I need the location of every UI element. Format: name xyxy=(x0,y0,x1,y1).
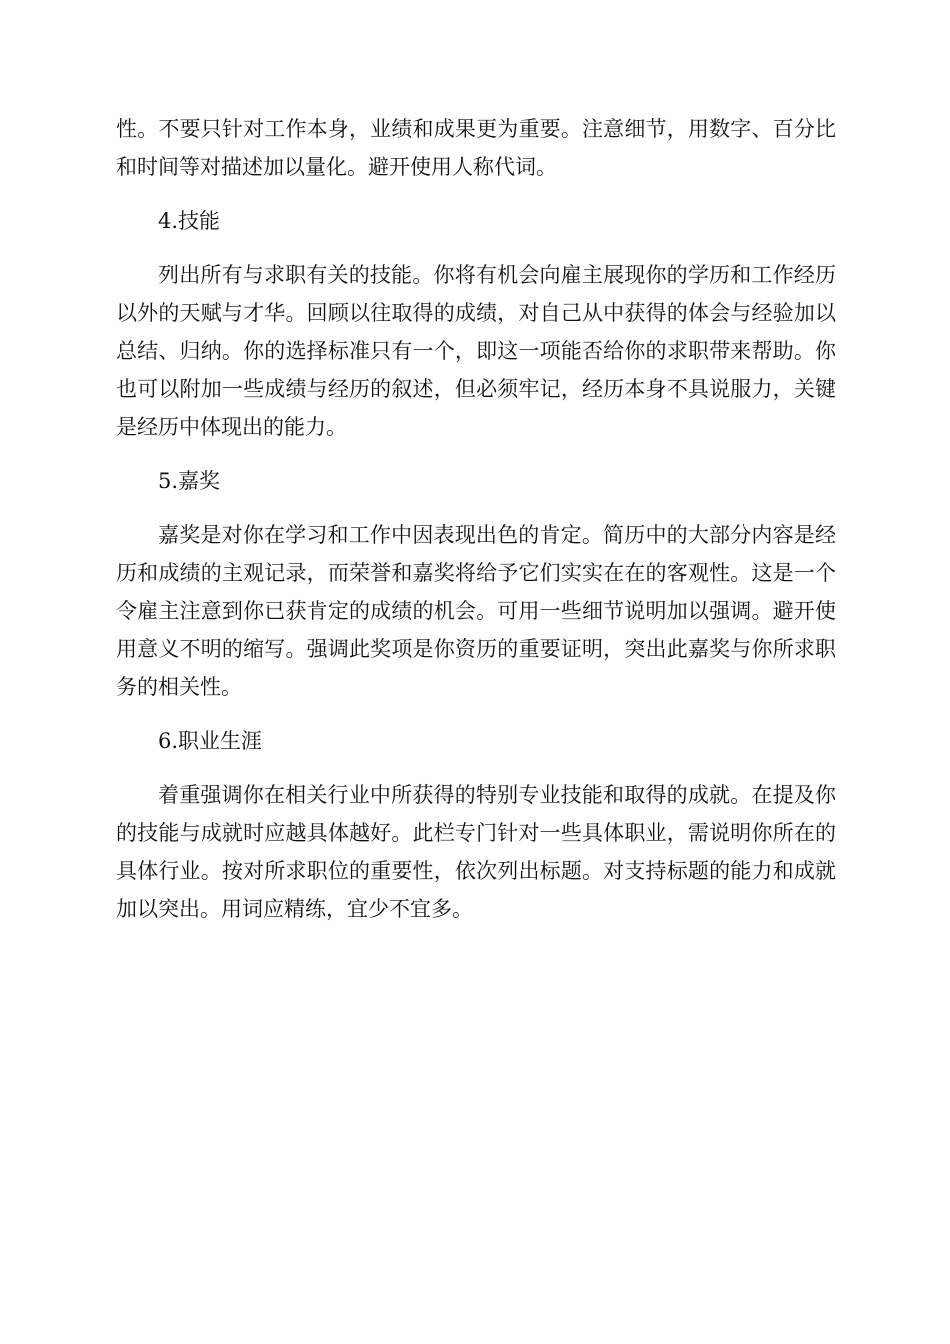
section-heading-career: 6.职业生涯 xyxy=(158,729,263,753)
section-heading-awards: 5.嘉奖 xyxy=(158,469,221,493)
paragraph-continuation: 性。不要只针对工作本身，业绩和成果更为重要。注意细节，用数字、百分比和时间等对描述加以量化。避开使用人称代词。 xyxy=(116,117,836,179)
paragraph-awards: 嘉奖是对你在学习和工作中因表现出色的肯定。简历中的大部分内容是经历和成绩的主观记录，而荣誉和嘉奖将给予它们实实在在的客观性。这是一个令雇主注意到你已获肯定的成绩的机会。可用一些细节说明加以强调。避开使用意义不明的缩写。强调此奖项是你资历的重要证明，突出此嘉奖与你所求职务的相关性。 xyxy=(116,523,836,699)
paragraph-skills: 列出所有与求职有关的技能。你将有机会向雇主展现你的学历和工作经历以外的天赋与才华。回顾以往取得的成绩，对自己从中获得的体会与经验加以总结、归纳。你的选择标准只有一个，即这一项能否给你的求职带来帮助。你也可以附加一些成绩与经历的叙述，但必须牢记，经历本身不具说服力，关键是经历中体现出的能力。 xyxy=(116,263,836,439)
document-body xyxy=(116,110,836,944)
section-heading-skills: 4.技能 xyxy=(158,209,221,233)
paragraph-career: 着重强调你在相关行业中所获得的特别专业技能和取得的成就。在提及你的技能与成就时应越具体越好。此栏专门针对一些具体职业，需说明你所在的具体行业。按对所求职位的重要性，依次列出标题。对支持标题的能力和成就加以突出。用词应精练，宜少不宜多。 xyxy=(116,783,836,921)
